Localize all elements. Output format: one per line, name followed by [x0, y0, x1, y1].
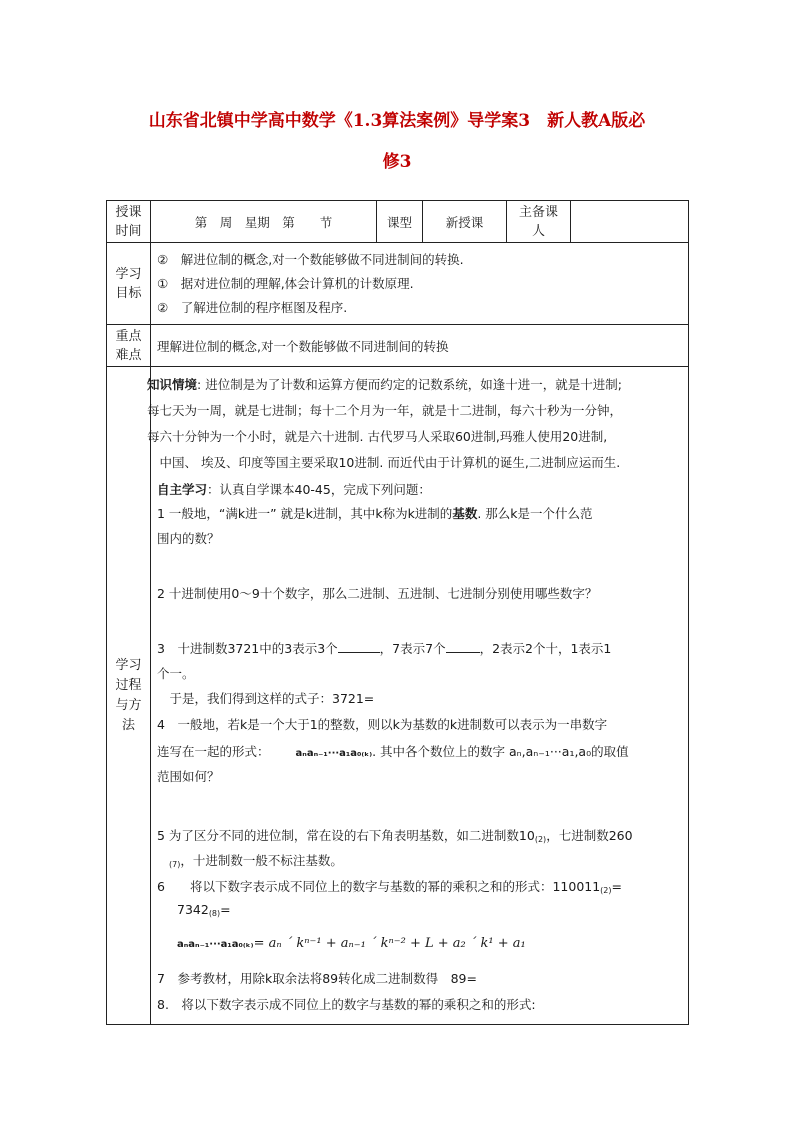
intro-line: 知识情境: 进位制是为了计数和运算方便而约定的记数系统，如逢十进一，就是十进制;	[147, 377, 622, 392]
row-learning-goals	[107, 243, 689, 325]
answer-blank[interactable]	[446, 641, 480, 653]
lesson-type-label: 课型	[377, 201, 423, 243]
row-class-time	[107, 201, 689, 243]
answer-blank[interactable]	[338, 641, 380, 653]
question-5-cont: $_{(7)}$，十进制数一般不标注基数。	[169, 853, 343, 869]
question-4-cont: 范围如何？	[157, 769, 220, 784]
document-title-line-1: 山东省北镇中学高中数学《1.3算法案例》导学案3 新人教A版必	[148, 111, 646, 131]
goal-item: ② 了解进位制的程序框图及程序.	[157, 299, 348, 315]
lesson-plan-table	[106, 200, 689, 1025]
learning-goals-label: 学习 目标	[107, 243, 151, 325]
intro-line: 每六十分钟为一个小时，就是六十进制. 古代罗马人采取60进制,玛雅人使用20进制,	[147, 429, 608, 444]
question-7: 7 参考教材，用除k取余法将89转化成二进制数得 89=	[157, 971, 477, 986]
goal-item: ② 解进位制的概念,对一个数能够做不同进制间的转换.	[157, 251, 464, 267]
document-title-line-2: 修3	[382, 152, 412, 172]
question-3: 3 十进制数3721中的3表示3个 ，7表示7个 ，2表示2个十，1表示1	[157, 641, 612, 656]
self-study-line: 自主学习：认真自学课本40-45，完成下列问题：	[157, 482, 431, 497]
key-points-text: 理解进位制的概念,对一个数能够做不同进制间的转换	[151, 325, 689, 367]
question-6-formula: aₙaₙ₋₁···a₁a₀₍ₖ₎= aₙ ´ kⁿ⁻¹ + aₙ₋₁ ´ kⁿ⁻² + L + a₂ ´ k¹ + a₁	[177, 936, 526, 951]
learning-process-content	[147, 367, 689, 1025]
question-8: 8. 将以下数字表示成不同位上的数字与基数的幂的乘积之和的形式:	[157, 997, 536, 1012]
question-4-cont: 连写在一起的形式： aₙaₙ₋₁···a₁a₀₍ₖ₎. 其中各个数位上的数字 aₙ,aₙ₋₁···a₁,a₀的取值	[157, 744, 629, 759]
question-6-cont: $7342_{(8)}=$	[177, 902, 231, 918]
question-1: 1 一般地，“满k进一” 就是k进制，其中k称为k进制的基数. 那么k是一个什么范	[157, 506, 593, 521]
question-3-formula: 于是，我们得到这样的式子：3721=	[157, 691, 375, 706]
question-1-cont: 围内的数？	[157, 531, 220, 546]
goal-item: ① 据对进位制的理解,体会计算机的计数原理.	[157, 275, 414, 291]
intro-line: 中国、 埃及、印度等国主要采取10进制. 而近代由于计算机的诞生,二进制应运而生.	[147, 455, 621, 470]
host-teacher-label: 主备课 人	[507, 201, 571, 243]
question-4: 4 一般地，若k是一个大于1的整数，则以k为基数的k进制数可以表示为一串数字	[157, 717, 608, 732]
learning-process-label: 学习 过程 与方 法	[107, 367, 151, 1025]
question-2: 2 十进制使用0～9十个数字，那么二进制、五进制、七进制分别使用哪些数字？	[157, 586, 598, 601]
question-5: 5 为了区分不同的进位制，常在设的右下角表明基数，如二进制数$10_{(2)}$，七进制数260	[157, 828, 633, 844]
intro-line: 每七天为一周，就是七进制；每十二个月为一年，就是十二进制，每六十秒为一分钟，	[147, 403, 623, 418]
lesson-type-value: 新授课	[423, 201, 507, 243]
row-learning-process	[107, 367, 689, 1025]
class-time-value: 第 周 星期 第 节	[151, 201, 377, 243]
class-time-label: 授课 时间	[107, 201, 151, 243]
learning-goals-list	[151, 243, 689, 325]
question-6: 6 将以下数字表示成不同位上的数字与基数的幂的乘积之和的形式：$110011_{(2)}=$	[157, 879, 622, 895]
question-3-cont: 个一。	[157, 666, 195, 681]
row-key-points	[107, 325, 689, 367]
host-teacher-value	[571, 201, 689, 243]
key-points-label: 重点 难点	[107, 325, 151, 367]
